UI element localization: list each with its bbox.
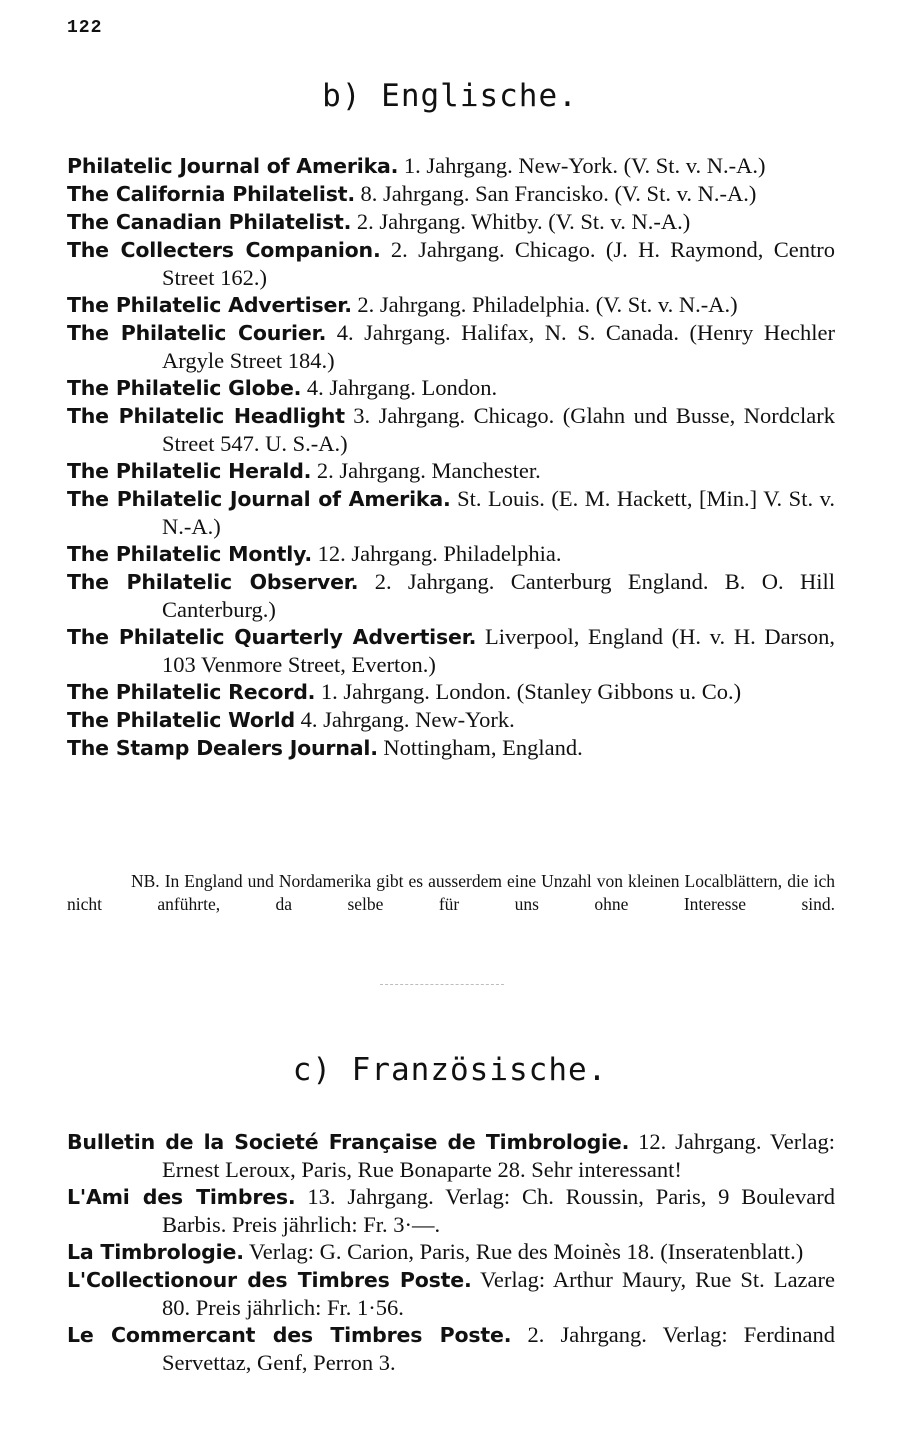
entry-text: 2. Jahrgang. Whitby. (V. St. v. N.-A.) [356,209,691,234]
list-item [67,734,835,762]
entry-title: The Stamp Dealers Journal. [67,736,378,760]
list-item [67,374,835,402]
entry-title: The Philatelic Courier. [67,321,327,345]
section-heading-franzoesische: c) Französische. [292,1052,608,1088]
entry-title: The Philatelic Headlight [67,404,345,428]
entry-title: The Collecters Companion. [67,238,381,262]
entry-text: 1. Jahrgang. London. (Stanley Gibbons u. Co.) [320,679,742,704]
list-item [67,485,835,540]
entry-text: 2. Jahrgang. Canterburg England. B. O. Hill Canterburg.) [162,569,835,622]
list-item [67,457,835,485]
list-item [67,152,835,180]
entry-text: Nottingham, England. [383,735,583,760]
entry-title: The Philatelic Globe. [67,376,302,400]
entry-text: 2. Jahrgang. Verlag: Ferdinand Servettaz, Genf, Perron 3. [162,1322,836,1375]
list-item [67,678,835,706]
entry-title: L'Ami des Timbres. [67,1185,296,1209]
entry-list-franzoesische [67,1128,835,1376]
entry-text: 1. Jahrgang. New-York. (V. St. v. N.-A.) [403,153,766,178]
entry-text: 12. Jahrgang. Philadelphia. [317,541,562,566]
entry-text: 4. Jahrgang. Halifax, N. S. Canada. (Henry Hechler Argyle Street 184.) [162,320,836,373]
entry-title: The Philatelic Herald. [67,459,312,483]
entry-text: Liverpool, England (H. v. H. Darson, 103 Venmore Street, Everton.) [162,624,835,677]
page-number: 122 [67,18,103,38]
list-item [67,208,835,236]
list-item [67,319,835,374]
list-item [67,1183,835,1238]
list-item [67,1321,835,1376]
entry-title: La Timbrologie. [67,1240,244,1264]
entry-text: 2. Jahrgang. Manchester. [316,458,541,483]
entry-title: The Philatelic Quarterly Advertiser. [67,625,477,649]
entry-title: The Philatelic Montly. [67,542,312,566]
entry-text: Verlag: G. Carion, Paris, Rue des Moinès 18. (Inseratenblatt.) [249,1239,804,1264]
section-heading-englische: b) Englische. [322,78,578,114]
entry-text: 2. Jahrgang. Chicago. (J. H. Raymond, Centro Street 162.) [162,237,836,290]
list-item [67,291,835,319]
list-item [67,568,835,623]
entry-title: The California Philatelist. [67,182,355,206]
entry-text: Verlag: Arthur Maury, Rue St. Lazare 80. Preis jährlich: Fr. 1·56. [162,1267,836,1320]
list-item [67,1238,835,1266]
entry-title: The Philatelic Advertiser. [67,293,352,317]
entry-text: 8. Jahrgang. San Francisko. (V. St. v. N.-A.) [360,181,757,206]
list-item [67,540,835,568]
entry-title: The Philatelic Observer. [67,570,359,594]
entry-title: The Canadian Philatelist. [67,210,352,234]
entry-title: L'Collectionour des Timbres Poste. [67,1268,472,1292]
list-item [67,1266,835,1321]
entry-text: St. Louis. (E. M. Hackett, [Min.] V. St. v. N.-A.) [162,486,835,539]
footnote: NB. In England und Nordamerika gibt es ausserdem eine Unzahl von kleinen Localblättern, die ich nicht anführte, da selbe für uns ohne Interesse sind. [67,871,835,914]
entry-title: Le Commercant des Timbres Poste. [67,1323,512,1347]
section-divider [380,984,504,986]
entry-title: The Philatelic World [67,708,295,732]
list-item [67,1128,835,1183]
list-item [67,623,835,678]
entry-title: The Philatelic Record. [67,680,316,704]
list-item [67,706,835,734]
entry-text: 4. Jahrgang. New-York. [300,707,515,732]
list-item [67,236,835,291]
list-item [67,402,835,457]
entry-title: Bulletin de la Societé Française de Timbrologie. [67,1130,630,1154]
entry-title: Philatelic Journal of Amerika. [67,154,399,178]
entry-title: The Philatelic Journal of Amerika. [67,487,451,511]
entry-text: 12. Jahrgang. Verlag: Ernest Leroux, Paris, Rue Bonaparte 28. Sehr interessant! [162,1129,836,1182]
entry-text: 2. Jahrgang. Philadelphia. (V. St. v. N.-A.) [357,292,738,317]
list-item [67,180,835,208]
entry-list-englische [67,152,835,762]
entry-text: 3. Jahrgang. Chicago. (Glahn und Busse, Nordclark Street 547. U. S.-A.) [162,403,835,456]
entry-text: 4. Jahrgang. London. [306,375,498,400]
entry-text: 13. Jahrgang. Verlag: Ch. Roussin, Paris, 9 Boulevard Barbis. Preis jährlich: Fr. 3·—. [162,1184,835,1237]
